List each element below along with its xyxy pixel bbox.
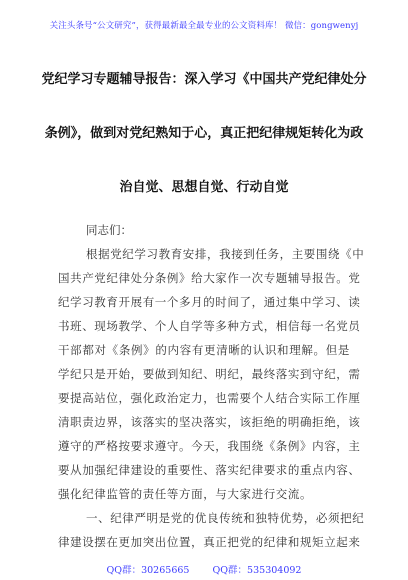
body-line: 国共产党纪律处分条例》给大家作一次专题辅导报告。党 [58,271,361,285]
body-line: 根据党纪学习教育安排，我接到任务，主要围绕《中 [86,247,365,261]
body-line: 要从加强纪律建设的重要性、落实纪律要求的重点内容、 [58,463,361,477]
body-line: 强化纪律监管的责任等方面，与大家进行交流。 [58,487,313,501]
qq-group-2[interactable]: QQ群：535304092 [212,565,302,576]
body-line: 纪学习教育开展有一个多月的时间了，通过集中学习、读 [58,295,361,309]
body-line: 律建设摆在更加突出位置，真正把党的纪律和规矩立起来 [58,535,361,549]
report-title-line-2: 条例》，做到对党纪熟知于心，真正把纪律规矩转化为政 [44,126,364,141]
body-line: 要提高站位，强化政治定力，也需要个人结合实际工作厘 [58,391,361,405]
promo-banner[interactable]: 关注头条号“公文研究”，获得最新最全最专业的公文资料库！ 微信：gongwenyj [49,21,359,31]
body-line: 遵守的严格按要求遵守。今天，我围绕《条例》内容，主 [58,439,361,453]
greeting: 同志们： [86,223,132,237]
footer-contacts [0,562,408,576]
body-line: 清职责边界，该落实的坚决落实，该拒绝的明确拒绝，该 [58,415,361,429]
report-title-line-1: 党纪学习专题辅导报告：深入学习《中国共产党纪律处分 [41,72,367,87]
qq-group-1[interactable]: QQ群：30265665 [106,565,190,576]
body-line: 学纪只是开始，要做到知纪、明纪，最终落实到守纪，需 [58,367,361,381]
section-heading-line: 一、纪律严明是党的优良传统和独特优势，必须把纪 [86,511,365,525]
report-title-line-3: 治自觉、思想自觉、行动自觉 [119,180,289,195]
body-line: 书班、现场教学、个人自学等多种方式，相信每一名党员 [58,319,361,333]
body-line: 干部都对《条例》的内容有更清晰的认识和理解。但是 [58,343,350,357]
